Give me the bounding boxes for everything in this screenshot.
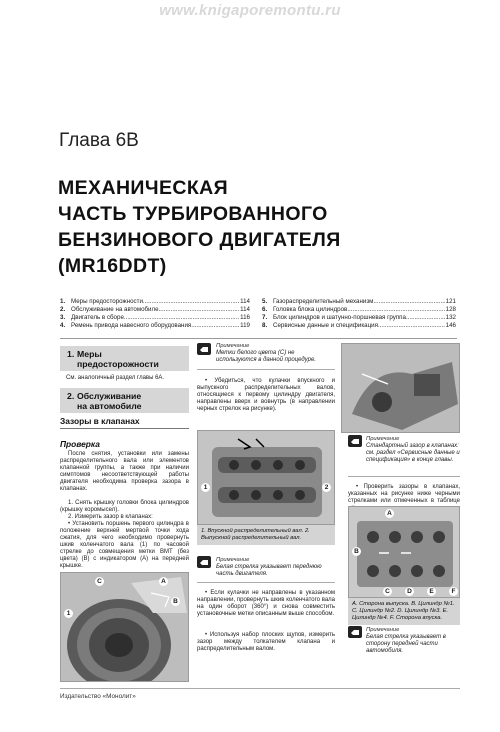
figure-label: F bbox=[449, 587, 458, 596]
toc-item[interactable]: 3. Двигатель в сборе ..... 116 bbox=[60, 314, 250, 322]
figure-label: A bbox=[159, 577, 168, 586]
check-heading: Проверка bbox=[60, 439, 100, 449]
note-label: Примечание bbox=[216, 557, 250, 563]
title-line: МЕХАНИЧЕСКАЯ bbox=[58, 177, 229, 199]
publisher: Издательство «Монолит» bbox=[60, 693, 136, 700]
hand-icon bbox=[348, 626, 362, 638]
section-heading-1: 1. Меры предосторожности bbox=[60, 346, 189, 371]
toc-item[interactable]: 6. Головка блока цилиндров ..... 128 bbox=[262, 306, 456, 314]
figure-label: E bbox=[427, 587, 436, 596]
figure-caption: A. Сторона выпуска. B. Цилиндр №1. C. Цилиндр №2. D. Цилиндр №3. E. Цилиндр №4. F. Сторона впуска. bbox=[348, 598, 460, 625]
bullet-cams-direction: • Убедиться, что кулачки впускного и выпускного распределительных валов, относящиеся к первому цилиндру двигателя, направлены вверх и вовнутрь (в направлении черных стрелок на рисунке). bbox=[197, 378, 335, 412]
toc-item[interactable]: 2. Обслуживание на автомобиле ..... 114 bbox=[60, 306, 250, 314]
note-rule bbox=[197, 369, 335, 370]
pulley-illustration bbox=[61, 573, 189, 682]
note-label: Примечание bbox=[216, 343, 250, 349]
section-heading-2: 2. Обслуживание на автомобиле bbox=[60, 388, 189, 413]
chapter-title bbox=[58, 175, 341, 279]
figure-label: B bbox=[352, 547, 361, 556]
site-watermark: www.knigaporemontu.ru bbox=[159, 2, 341, 19]
toc-item[interactable]: 5. Газораспределительный механизм ..... 121 bbox=[262, 298, 456, 306]
toc-divider bbox=[60, 338, 457, 339]
title-line: (MR16DDT) bbox=[58, 255, 167, 277]
figure-label: 1 bbox=[201, 483, 210, 492]
bullet-check-clearances: • Проверить зазоры в клапанах, указанных на рисунке ниже черными стрелками или отмеченных в таблице bbox=[348, 484, 460, 504]
bullet-tdc: • Установить поршень первого цилиндра в положение верхней мертвой точки хода сжатия, для чего необходимо провернуть шкив коленчатого вала (1) по часовой стрелке до совмещения метки ВМТ (без цвета) (В) с индикатором (А) на передней крышке. bbox=[60, 521, 189, 569]
figure-label: B bbox=[171, 597, 180, 606]
crankshaft-pulley-photo bbox=[60, 572, 189, 682]
subsection-heading: Зазоры в клапанах bbox=[60, 416, 140, 426]
step-2: 2. Измерить зазор в клапанах: bbox=[68, 514, 153, 520]
toc-left bbox=[60, 298, 250, 330]
note-rule bbox=[348, 476, 460, 477]
toc-right bbox=[262, 298, 456, 330]
camshaft-illustration bbox=[198, 431, 335, 525]
figure-label: 1 bbox=[64, 609, 73, 618]
toc-item[interactable]: 7. Блок цилиндров и шатунно-поршневая группа ..... 132 bbox=[262, 314, 456, 322]
toc-item[interactable]: 1. Меры предосторожности ..... 114 bbox=[60, 298, 250, 306]
title-line: БЕНЗИНОВОГО ДВИГАТЕЛЯ bbox=[58, 229, 341, 251]
camshaft-photo bbox=[197, 430, 335, 525]
figure-label: A bbox=[385, 509, 394, 518]
figure-label: 2 bbox=[322, 483, 331, 492]
engine-head-photo bbox=[341, 343, 460, 433]
hand-icon bbox=[348, 435, 362, 447]
note-text: Белая стрелка указывает переднюю часть двигателя. bbox=[216, 564, 322, 577]
note-text: Стандартный зазор в клапанах: см. раздел «Сервисные данные и спецификация» в конце главы. bbox=[366, 443, 460, 463]
title-line: ЧАСТЬ ТУРБИРОВАННОГО bbox=[58, 203, 328, 225]
note-text: Белая стрелка указывает в сторону передней части автомобиля. bbox=[366, 634, 446, 654]
toc-item[interactable]: 8. Сервисные данные и спецификация ..... 146 bbox=[262, 322, 456, 330]
note-text: Метки белого цвета (С) не используются в данной процедуре. bbox=[216, 350, 316, 363]
hand-icon bbox=[197, 556, 211, 568]
engine-head-illustration bbox=[342, 344, 460, 433]
note-label: Примечание bbox=[366, 627, 400, 633]
figure-label: D bbox=[405, 587, 414, 596]
toc-item[interactable]: 4. Ремень привода навесного оборудования ..... 119 bbox=[60, 322, 250, 330]
step-1: 1. Снять крышку головки блока цилиндров (крышку коромысел). bbox=[60, 500, 189, 513]
subsection-rule bbox=[60, 428, 189, 429]
figure-label: C bbox=[95, 577, 104, 586]
valve-layout-photo bbox=[348, 506, 460, 598]
paragraph: После снятия, установки или замены распределительного вала или элементов клапанной группы, а также при наличии симптомов несоответствующей работы двигателя необходима проверка зазора в клапанах. bbox=[60, 451, 189, 492]
bullet-feeler-gauge: • Используя набор плоских щупов, измерить зазор между толкателем клапана и распределительным валом. bbox=[197, 632, 335, 652]
note-label: Примечание bbox=[366, 436, 400, 442]
figure-caption: 1. Впускной распределительный вал. 2. Выпускной распределительный вал. bbox=[197, 525, 335, 545]
chapter-label: Глава 6B bbox=[59, 130, 139, 151]
hand-icon bbox=[197, 343, 211, 355]
valve-layout-illustration bbox=[349, 507, 460, 598]
bullet-rotate-crank: • Если кулачки не направлены в указанном направлении, провернуть шкив коленчатого вала на один оборот (360°) и снова совместить установочные метки описанным выше способом. bbox=[197, 590, 335, 617]
note-rule bbox=[197, 582, 335, 583]
footer-rule bbox=[60, 688, 460, 689]
figure-label: C bbox=[383, 587, 392, 596]
section1-text: См. аналогичный раздел главы 6А. bbox=[66, 375, 165, 381]
